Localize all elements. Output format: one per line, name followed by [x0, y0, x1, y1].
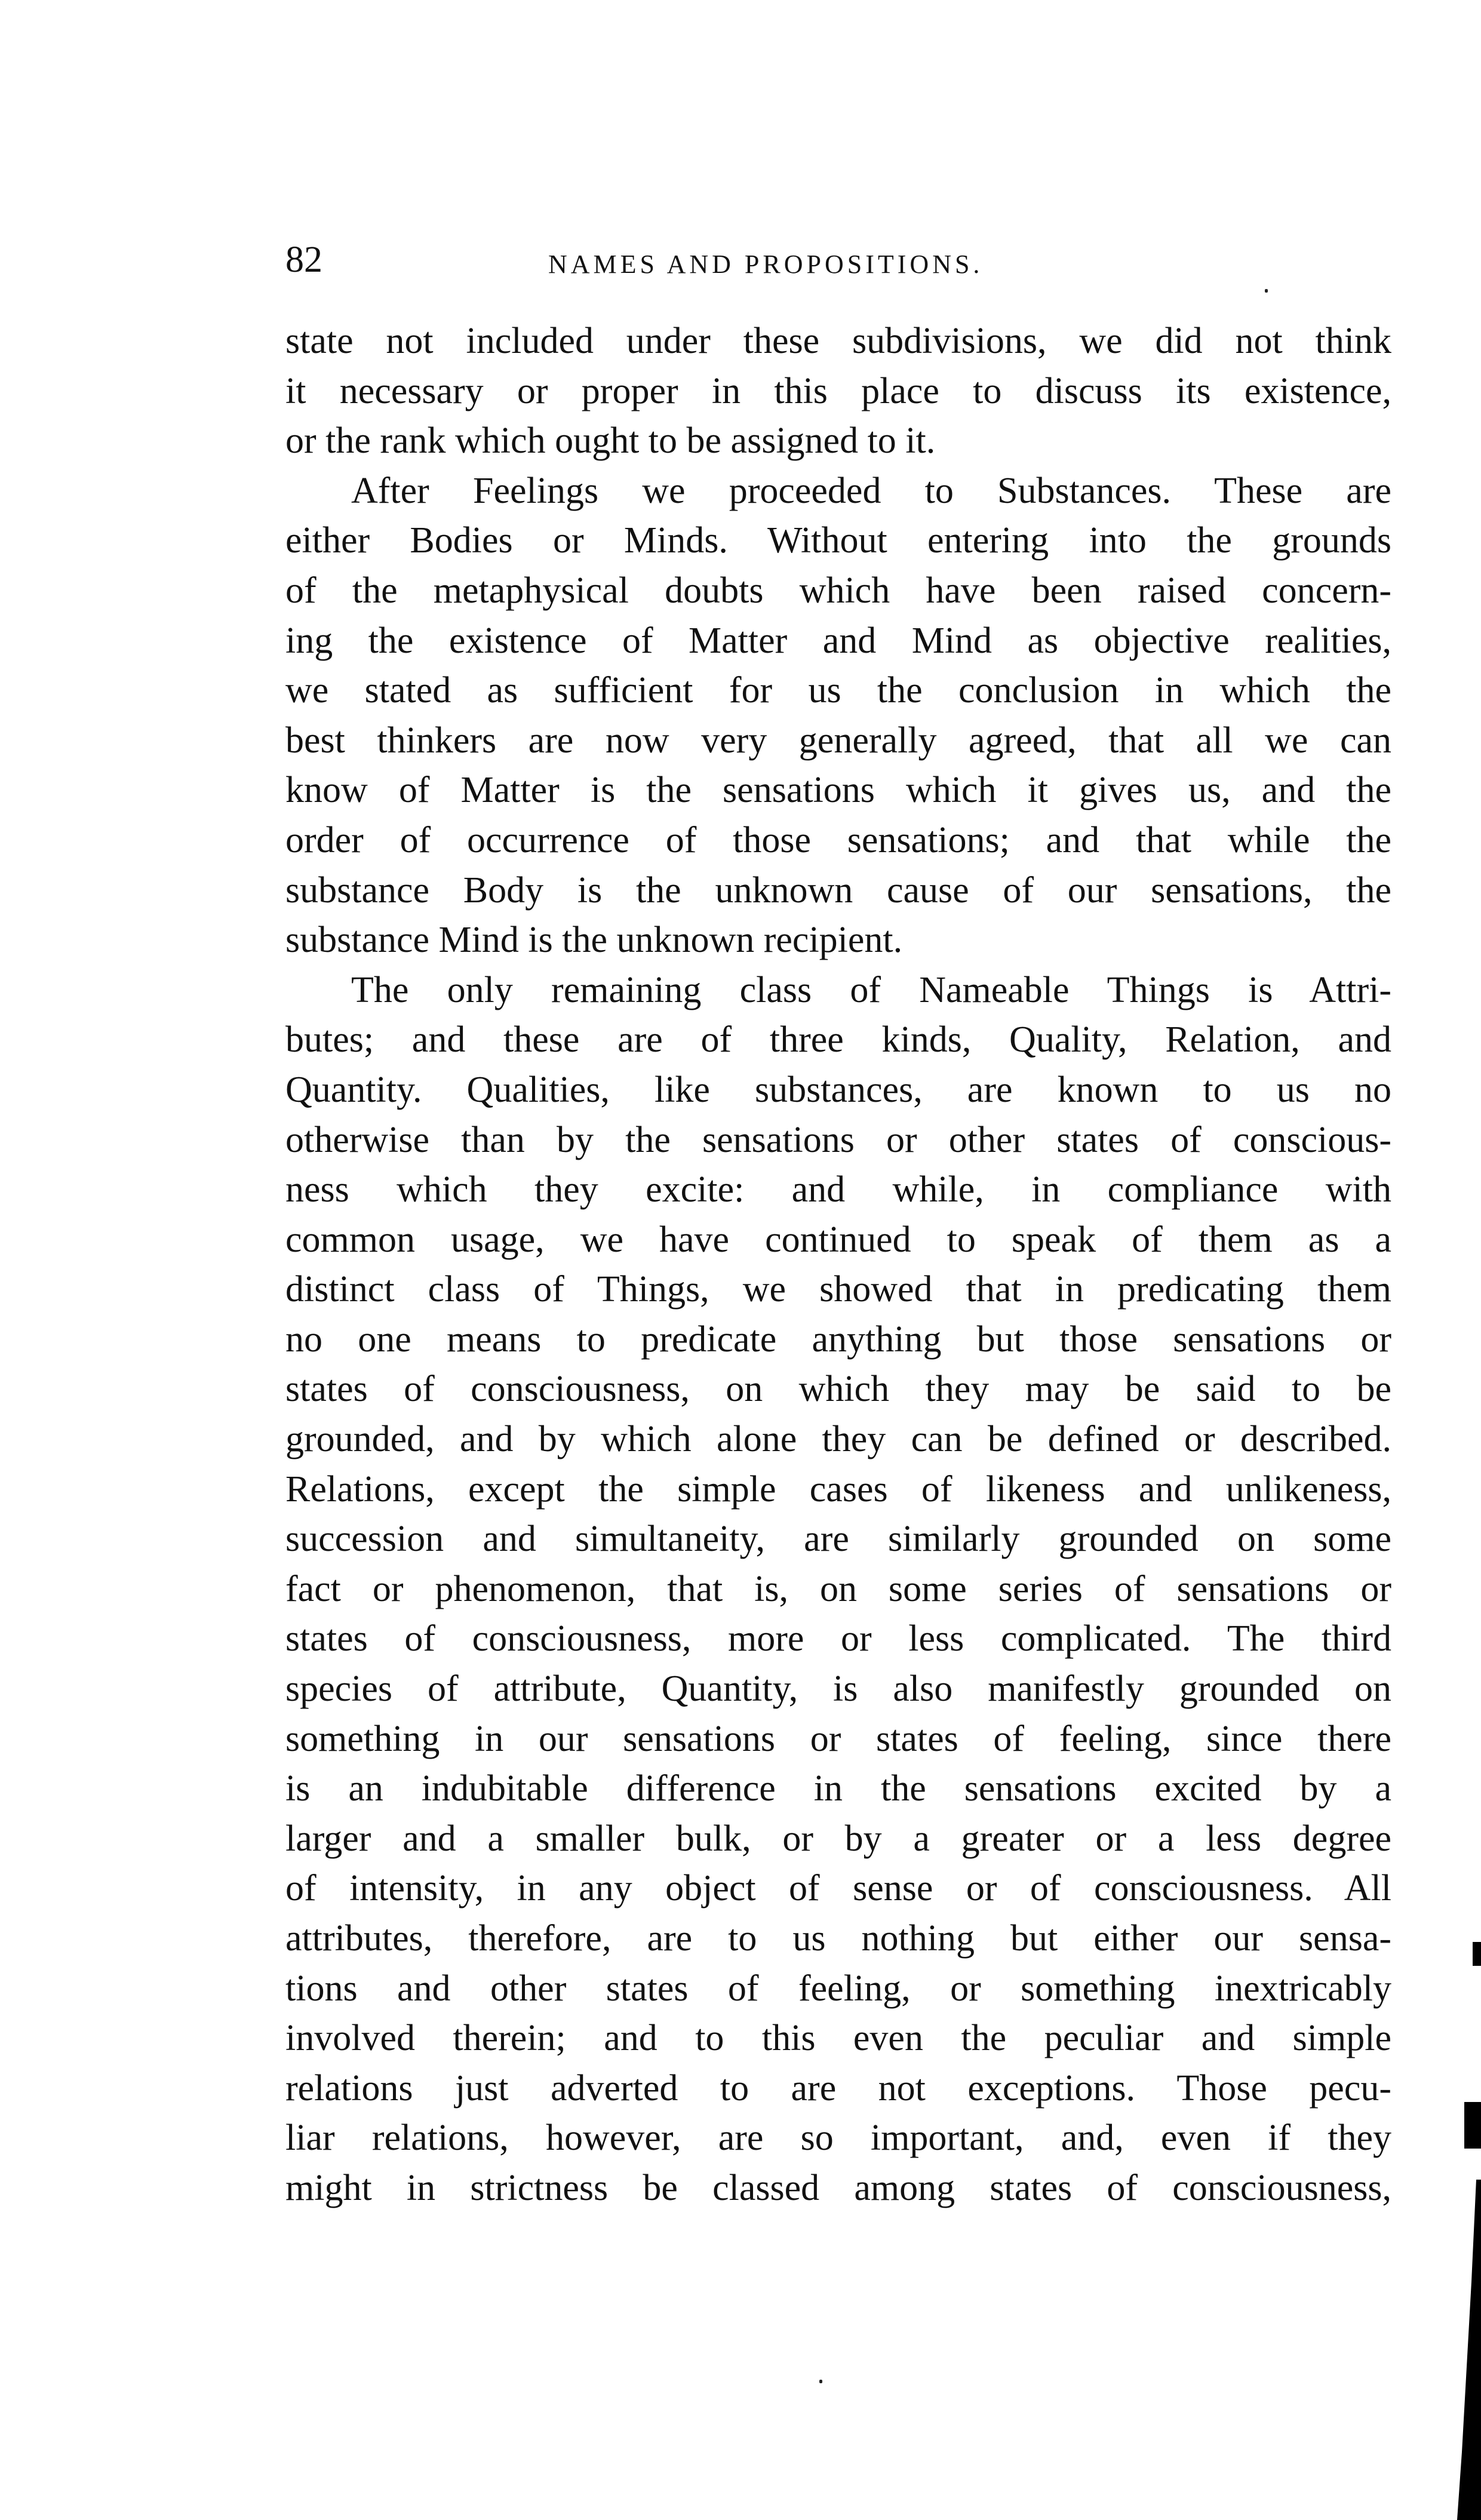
text-line: distinct class of Things, we showed that in predicating them — [285, 1269, 1391, 1310]
text-line: state not included under these subdivisions, we did not think — [285, 321, 1391, 361]
text-line: substance Body is the unknown cause of our sensations, the — [285, 869, 1391, 911]
scan-speck — [1265, 289, 1268, 293]
text-line: grounded, and by which alone they can be defined or described. — [285, 1419, 1391, 1460]
text-line: common usage, we have continued to speak of them as a — [285, 1219, 1391, 1260]
paragraph — [285, 966, 1391, 2214]
text-line: butes; and these are of three kinds, Quality, Relation, and — [285, 1019, 1391, 1061]
text-line: states of consciousness, on which they may be said to be — [285, 1369, 1391, 1410]
text-line: order of occurrence of those sensations; and that while the — [285, 819, 1391, 861]
text-line: it necessary or proper in this place to discuss its existence, — [285, 370, 1391, 411]
text-line: something in our sensations or states of feeling, since there — [285, 1718, 1391, 1759]
text-line: otherwise than by the sensations or other states of conscious- — [285, 1119, 1391, 1160]
running-head: NAMES AND PROPOSITIONS. — [548, 250, 984, 279]
text-line: or the rank which ought to be assigned to it. — [285, 420, 936, 462]
text-line: fact or phenomenon, that is, on some series of sensations or — [285, 1568, 1391, 1609]
text-line: ing the existence of Matter and Mind as objective realities, — [285, 620, 1391, 661]
page-number: 82 — [285, 239, 322, 280]
text-line: liar relations, however, are so important, and, even if they — [285, 2118, 1391, 2159]
scan-edge-mark — [1457, 2180, 1481, 2520]
text-line: no one means to predicate anything but those sensations or — [285, 1319, 1391, 1360]
page-header — [285, 233, 1396, 287]
scan-edge-mark — [1473, 1942, 1481, 1966]
scan-edge-mark — [1464, 2102, 1481, 2149]
text-line: is an indubitable difference in the sensations excited by a — [285, 1768, 1391, 1809]
text-line: substance Mind is the unknown recipient. — [285, 920, 903, 961]
text-line: relations just adverted to are not exceptions. Those pecu- — [285, 2067, 1391, 2109]
text-line: Quantity. Qualities, like substances, are known to us no — [285, 1069, 1391, 1110]
text-line: species of attribute, Quantity, is also manifestly grounded on — [285, 1668, 1391, 1710]
text-line: might in strictness be classed among states of consciousness, — [285, 2167, 1391, 2208]
text-line: of intensity, in any object of sense or of consciousness. All — [285, 1868, 1391, 1909]
text-line: we stated as sufficient for us the conclusion in which the — [285, 670, 1391, 711]
text-line: The only remaining class of Nameable Things is Attri- — [351, 969, 1391, 1010]
text-line: larger and a smaller bulk, or by a greater or a less degree — [285, 1818, 1391, 1859]
text-line: Relations, except the simple cases of likeness and unlikeness, — [285, 1468, 1391, 1510]
text-line: attributes, therefore, are to us nothing but either our sensa- — [285, 1918, 1391, 1959]
paragraph — [285, 466, 1391, 966]
paragraph — [285, 316, 1391, 466]
text-line: best thinkers are now very generally agreed, that all we can — [285, 720, 1391, 761]
text-line: succession and simultaneity, are similarly grounded on some — [285, 1519, 1391, 1560]
text-line: involved therein; and to this even the peculiar and simple — [285, 2018, 1391, 2059]
text-line: tions and other states of feeling, or something inextricably — [285, 1968, 1391, 2009]
scan-speck — [819, 2380, 822, 2383]
text-line: states of consciousness, more or less complicated. The third — [285, 1618, 1391, 1659]
text-line: ness which they excite: and while, in compliance with — [285, 1169, 1391, 1210]
text-line: either Bodies or Minds. Without entering into the grounds — [285, 520, 1391, 561]
body-text — [285, 316, 1391, 2214]
text-line: of the metaphysical doubts which have been raised concern- — [285, 570, 1391, 611]
text-line: After Feelings we proceeded to Substances. These are — [351, 470, 1391, 511]
text-line: know of Matter is the sensations which it gives us, and the — [285, 770, 1391, 811]
